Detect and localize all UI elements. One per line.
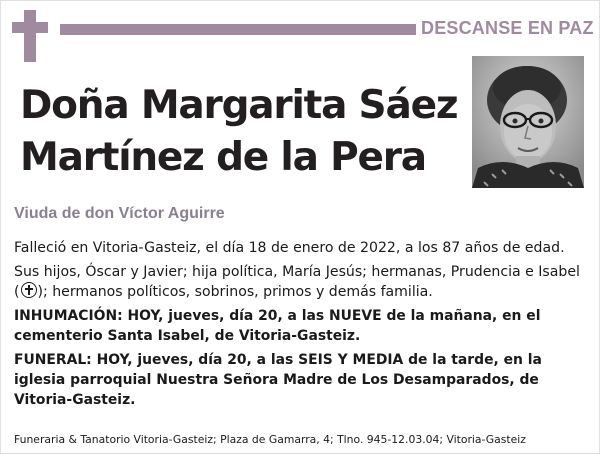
widow-of: Viuda de don Víctor Aguirre bbox=[14, 205, 225, 222]
death-notice: Falleció en Vitoria-Gasteiz, el día 18 de enero de 2022, a los 87 años de edad. bbox=[14, 240, 565, 256]
funeral-info: FUNERAL: HOY, jueves, día 20, a las SEIS Y MEDIA de la tarde, en la iglesia parroquial Nuestra Señora Madre de Los Desamparados, de Vitoria-Gasteiz. bbox=[14, 352, 542, 408]
portrait-photo bbox=[472, 56, 584, 188]
name-line-1: Doña Margarita Sáez bbox=[20, 83, 458, 128]
cross-icon-horizontal bbox=[12, 22, 48, 33]
header-rule bbox=[60, 24, 416, 35]
funeral-home-footer: Funeraria & Tanatorio Vitoria-Gasteiz; Plaza de Gamarra, 4; Tlno. 945-12.03.04; Vitoria-Gasteiz bbox=[14, 433, 526, 446]
family-text-2: ); hermanos políticos, sobrinos, primos y demás familia. bbox=[37, 284, 433, 300]
name-line-2: Martínez de la Pera bbox=[20, 135, 426, 180]
deceased-name bbox=[20, 80, 470, 184]
obituary-body bbox=[14, 238, 589, 410]
header-label: DESCANSE EN PAZ bbox=[421, 18, 594, 38]
cross-icon-vertical bbox=[24, 10, 36, 62]
burial-info: INHUMACIÓN: HOY, jueves, día 20, a las NUEVE de la mañana, en el cementerio Santa Isabel, de Vitoria-Gasteiz. bbox=[14, 308, 541, 344]
cross-in-circle-icon bbox=[21, 282, 37, 298]
family-text-1: Sus hijos, Óscar y Javier; hija política, María Jesús; hermanas, Prudencia e Isabel ( bbox=[14, 264, 580, 300]
family-list bbox=[14, 262, 589, 302]
portrait-illustration bbox=[472, 56, 584, 188]
